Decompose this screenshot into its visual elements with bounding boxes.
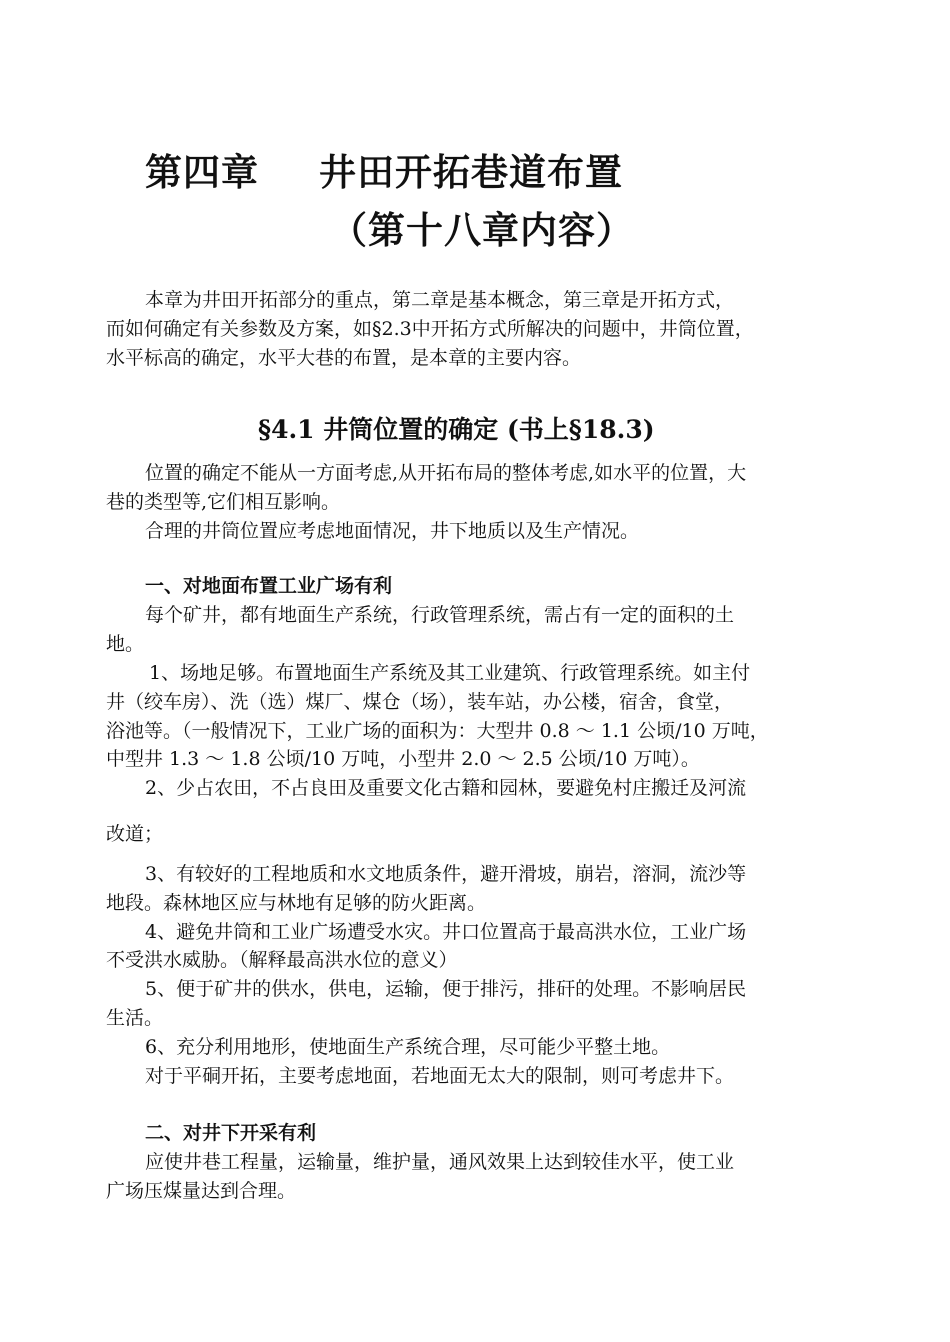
body-line: 位置的确定不能从一方面考虑,从开拓布局的整体考虑,如水平的位置，大 [145,462,747,484]
body-line: 地。 [106,633,145,655]
body-line: 合理的井筒位置应考虑地面情况，井下地质以及生产情况。 [145,520,640,542]
chapter-name: 井田开拓巷道布置 [319,150,623,194]
body-line: 3、有较好的工程地质和水文地质条件，避开滑坡，崩岩，溶洞，流沙等 [145,863,747,885]
body-line: 不受洪水威胁。（解释最高洪水位的意义） [106,949,458,971]
intro-line: 本章为井田开拓部分的重点，第二章是基本概念，第三章是开拓方式， [145,289,735,311]
section-heading: §4.1 井筒位置的确定 (书上§18.3) [258,415,655,444]
intro-line: 水平标高的确定，水平大巷的布置，是本章的主要内容。 [106,347,582,369]
chapter-subtitle: （第十八章内容） [330,208,634,252]
chapter-number: 第四章 [145,150,259,194]
body-line: 浴池等。（一般情况下，工业广场的面积为：大型井 0.8 ～ 1.1 公顷/10 万吨， [106,720,769,742]
body-line: 地段。森林地区应与林地有足够的防火距离。 [106,892,487,914]
body-line: 6、充分利用地形，使地面生产系统合理，尽可能少平整土地。 [145,1036,671,1058]
subsection-heading: 二、对井下开采有利 [145,1122,317,1144]
body-line: 每个矿井，都有地面生产系统，行政管理系统，需占有一定的面积的土 [145,604,735,626]
body-line: 应使井巷工程量，运输量，维护量，通风效果上达到较佳水平，使工业 [145,1151,735,1173]
body-line: 4、避免井筒和工业广场遭受水灾。井口位置高于最高洪水位，工业广场 [145,921,747,943]
subsection-heading: 一、对地面布置工业广场有利 [145,575,393,597]
body-line: 对于平硐开拓，主要考虑地面，若地面无太大的限制，则可考虑井下。 [145,1065,735,1087]
body-line: 井（绞车房）、洗（选）煤厂、煤仓（场），装车站，办公楼，宿舍，食堂， [106,691,734,713]
body-line: 巷的类型等,它们相互影响。 [106,491,341,513]
chapter-title [145,150,623,194]
body-line: 生活。 [106,1007,164,1029]
body-line: 2、少占农田，不占良田及重要文化古籍和园林，要避免村庄搬迁及河流 [145,777,747,799]
intro-line: 而如何确定有关参数及方案，如§2.3中开拓方式所解决的问题中，井筒位置， [106,318,754,340]
body-line: 中型井 1.3 ～ 1.8 公顷/10 万吨，小型井 2.0 ～ 2.5 公顷/10 万吨）。 [106,748,700,770]
body-line: 广场压煤量达到合理。 [106,1180,297,1202]
body-line: 5、便于矿井的供水，供电，运输，便于排污，排矸的处理。不影响居民 [145,978,747,1000]
body-line: 改道； [106,823,164,845]
body-line: 1、场地足够。布置地面生产系统及其工业建筑、行政管理系统。如主付 [149,662,751,684]
